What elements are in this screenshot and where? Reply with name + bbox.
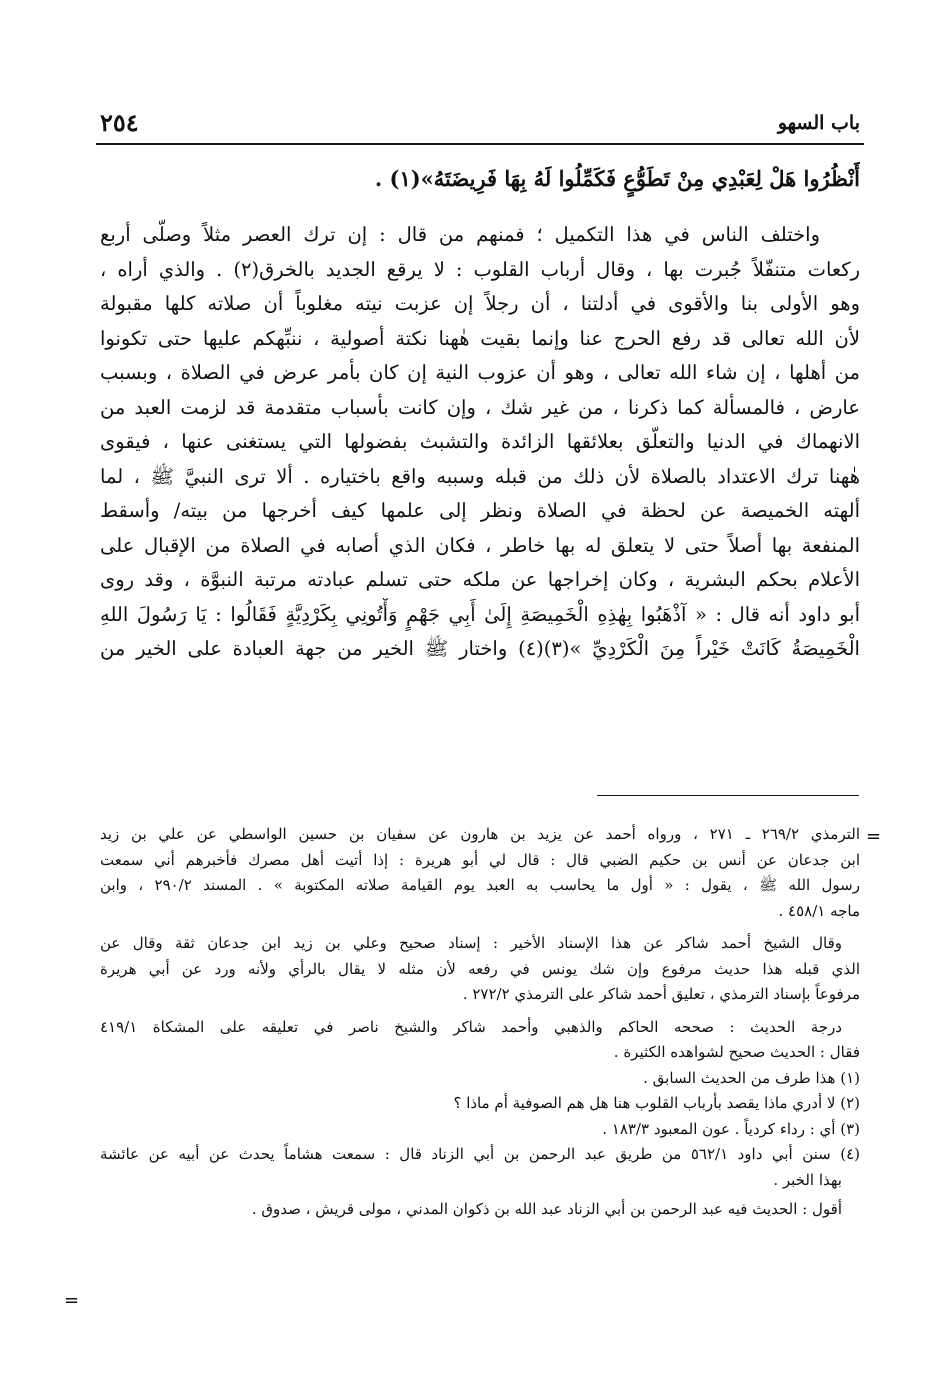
footnote-4-cont: بهذا الخبر . <box>773 1170 842 1189</box>
footnote-4: (٤) سنن أبي داود ٥٦٢/١ من طريق عبد الرحمن بن أبي الزناد قال : سمعت هشاماً يحدث عن أبيه عن عائشة <box>100 1145 860 1163</box>
footnote-3: (٣) أي : رداء كردياً . عون المعبود ١٨٣/٣ . <box>602 1119 860 1138</box>
chapter-title: باب السهو <box>777 112 860 134</box>
footnote-line: الترمذي ٢٦٩/٢ ـ ٢٧١ ، ورواه أحمد عن يزيد بن هارون عن سفيان بن حسين الواسطي عن علي بن زيد <box>100 825 860 843</box>
text-line: الانهماك في الدنيا والتعلّق بعلائقها الزائدة والتشبث بفضولها التي يستغنى عنها ، فيقوى <box>100 430 860 453</box>
text-line: الْخَمِيصَةُ كَانَتْ خَيْراً مِنَ الْكَرْدِيِّ »(٣)(٤) واختار ﷺ الخير من جهة العبادة على الخير من <box>100 637 860 660</box>
footnote-line: ماجه ٤٥٨/١ . <box>778 901 860 920</box>
header-rule <box>96 143 864 145</box>
footnote-separator <box>597 795 859 796</box>
text-line: المنفعة بها أصلاً حتى لا يتعلق له بها خاطر ، فكان الذي أصابه في الصلاة من الإقبال على <box>100 533 860 557</box>
text-line: ألهته الخميصة عن لحظة في الصلاة ونظر إلى علمها كيف أخرجها من بيته/ وأسقط <box>100 499 860 522</box>
text-line: ركعات متنفّلاً جُبرت بها ، وقال أرباب القلوب : لا يرقع الجديد بالخرق(٢) . والذي أراه ، <box>100 257 860 281</box>
text-line: عارض ، فالمسألة كما ذكرنا ، من غير شك ، وإن كانت بأسباب متقدمة قد لزمت العبد من <box>100 395 860 419</box>
hadith-line: أَنْظُرُوا هَلْ لِعَبْدِي مِنْ تَطَوُّعٍ فَكَمِّلُوا لَهُ بِهَا فَرِيضَتَهُ»(١) . <box>374 166 860 191</box>
footnote-line: رسول الله ﷺ ، يقول : « أول ما يحاسب به العبد يوم القيامة صلاته المكتوبة » . المسند ٢٩٠/٢ ، وابن <box>100 876 860 894</box>
footnote-line: وقال الشيخ أحمد شاكر عن هذا الإسناد الأخير : إسناد صحيح وعلي بن زيد ابن جدعان ثقة وقال عن <box>100 934 842 952</box>
footnotes <box>100 822 860 1223</box>
main-text <box>100 158 860 667</box>
text-line: لأن الله تعالى قد رفع الحرج عنا وإنما بقيت هٰهنا نكتة أصولية ، ننبِّهكم عليها حتى تكونوا <box>100 326 860 350</box>
page-header <box>100 108 860 144</box>
footnote-4-comment: أقول : الحديث فيه عبد الرحمن بن أبي الزناد عبد الله بن ذكوان المدني ، مولى قريش ، صدوق . <box>251 1200 842 1218</box>
continuation-mark-bottom: = <box>64 1290 80 1311</box>
footnote-line: الذي قبله هذا حديث مرفوع وإن شك يونس في رفعه لأن مثله لا يقال بالرأي ولأنه ورد عن أبي هريرة <box>100 959 860 978</box>
text-line: واختلف الناس في هذا التكميل ؛ فمنهم من قال : إن ترك العصر مثلاً وصلّى أربع <box>100 223 820 246</box>
text-line: من أهلها ، إن شاء الله تعالى ، وهو أن عزوب النية إن كان بأمر عرض في الصلاة ، وبسبب <box>100 361 860 384</box>
text-line: هٰهنا ترك الاعتداد بالصلاة لأن ذلك من قبله وسببه واقع باختياره . ألا ترى النبيَّ ﷺ ، لما <box>100 464 860 488</box>
footnote-2: (٢) لا أدري ماذا يقصد بأرباب القلوب هنا هل هم الصوفية أم ماذا ؟ <box>453 1094 860 1112</box>
footnote-line: فقال : الحديث صحيح لشواهده الكثيرة . <box>613 1043 860 1061</box>
footnote-line: ابن جدعان عن أنس بن حكيم الضبي قال : قال لي أبو هريرة : إذا أتيت أهل مصرك فأخبرهم أني سمعت <box>100 850 860 869</box>
footnote-line: مرفوعاً بإسناد الترمذي ، تعليق أحمد شاكر على الترمذي ٢٧٢/٢ . <box>462 985 860 1003</box>
text-line: أبو داود أنه قال : « آذْهَبُوا بِهٰذِهِ الْخَمِيصَةِ إِلَىٰ أَبِي جَهْمٍ وَأْتُونِي بِكَرْدِيَّةٍ فَقَالُوا : يَا رَسُولَ اللهِ <box>100 602 860 626</box>
text-line: وهو الأولى بنا والأقوى في أدلتنا ، أن رجلاً إن عزبت نيته مغلوباً أن صلاته كلها مقبولة <box>100 292 860 315</box>
page-number: ٢٥٤ <box>100 108 139 137</box>
continuation-mark-top: = <box>866 826 882 847</box>
footnote-line: درجة الحديث : صححه الحاكم والذهبي وأحمد شاكر والشيخ ناصر في تعليقه على المشكاة ٤١٩/١ <box>100 1017 842 1036</box>
footnote-1: (١) هذا طرف من الحديث السابق . <box>643 1068 860 1087</box>
text-line: الأعلام بحكم البشرية ، وكان إخراجها عن ملكه حتى تسلم عبادته مرتبة النبوَّة ، وقد روى <box>100 568 860 591</box>
